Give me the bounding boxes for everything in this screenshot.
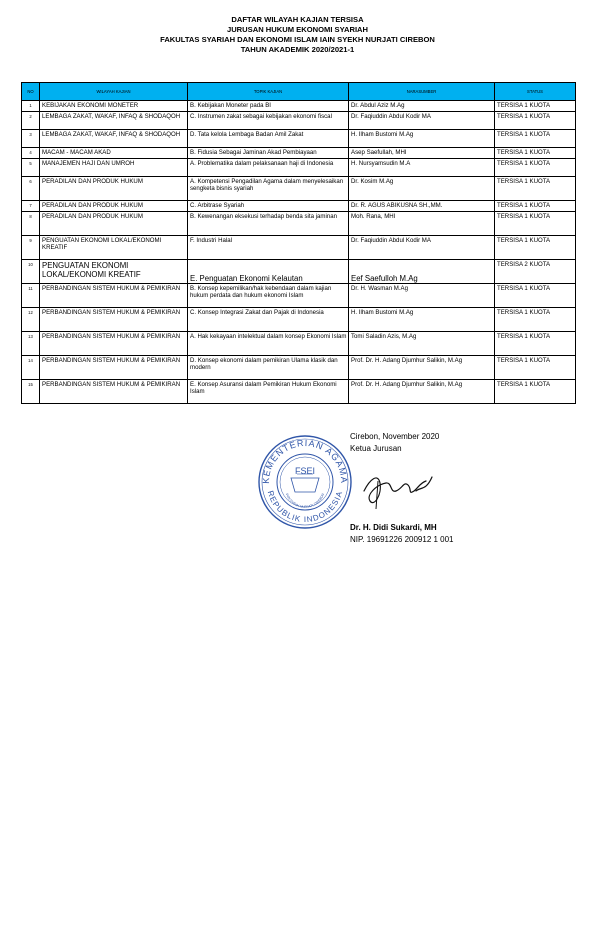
row-wilayah: MACAM - MACAM AKAD — [40, 148, 188, 159]
row-narasumber: H. Nursyamsudin M.A — [349, 159, 495, 177]
row-wilayah: PERBANDINGAN SISTEM HUKUM & PEMIKIRAN — [40, 284, 188, 308]
row-no: 8 — [22, 212, 40, 236]
row-topik: C. Arbitrase Syariah — [188, 201, 349, 212]
document-header — [0, 15, 595, 55]
row-wilayah: PENGUATAN EKONOMI LOKAL/EKONOMI KREATIF — [40, 260, 188, 284]
stamp-center-text: FSEI — [294, 466, 316, 476]
row-narasumber: Dr. R. AGUS ABIKUSNA SH.,MM. — [349, 201, 495, 212]
row-wilayah: PENGUATAN EKONOMI LOKAL/EKONOMI KREATIF — [40, 236, 188, 260]
row-topik: A. Kompetensi Pengadilan Agama dalam menyelesaikan sengketa bisnis syariah — [188, 177, 349, 201]
row-narasumber: Asep Saefullah, MHI — [349, 148, 495, 159]
row-wilayah: PERADILAN DAN PRODUK HUKUM — [40, 177, 188, 201]
table-row — [22, 332, 576, 356]
row-no: 4 — [22, 148, 40, 159]
row-status: TERSISA 1 KUOTA — [495, 380, 576, 404]
table-row — [22, 130, 576, 148]
row-topik: B. Fidusia Sebagai Jaminan Akad Pembiayaan — [188, 148, 349, 159]
signatory-name: Dr. H. Didi Sukardi, MH — [350, 523, 437, 532]
row-topik: B. Kewenangan eksekusi terhadap benda sita jaminan — [188, 212, 349, 236]
row-no: 15 — [22, 380, 40, 404]
stamp-outer-top-text: KEMENTERIAN AGAMA — [260, 437, 350, 485]
row-wilayah: PERADILAN DAN PRODUK HUKUM — [40, 201, 188, 212]
row-narasumber: H. Ilham Bustomi M.Ag — [349, 308, 495, 332]
signature-place-date: Cirebon, November 2020 — [350, 432, 440, 441]
row-no: 14 — [22, 356, 40, 380]
table-row — [22, 356, 576, 380]
signature-role: Ketua Jurusan — [350, 444, 402, 453]
table-row — [22, 159, 576, 177]
header-department: JURUSAN HUKUM EKONOMI SYARIAH — [226, 25, 369, 34]
handwritten-signature — [358, 461, 438, 511]
row-narasumber: Eef Saefulloh M.Ag — [349, 260, 495, 284]
row-status: TERSISA 1 KUOTA — [495, 332, 576, 356]
row-wilayah: PERBANDINGAN SISTEM HUKUM & PEMIKIRAN — [40, 356, 188, 380]
header-faculty: FAKULTAS SYARIAH DAN EKONOMI ISLAM IAIN SYEKH NURJATI CIREBON — [160, 35, 435, 44]
row-topik: E. Konsep Asuransi dalam Pemikiran Hukum Ekonomi Islam — [188, 380, 349, 404]
row-status: TERSISA 2 KUOTA — [495, 260, 576, 284]
signatory-nip: NIP. 19691226 200912 1 001 — [350, 535, 454, 544]
row-narasumber: Dr. Faqiuddin Abdul Kodir MA — [349, 112, 495, 130]
row-status: TERSISA 1 KUOTA — [495, 159, 576, 177]
row-topik: B. Konsep kepemilikan/hak kebendaan dalam kajian hukum perdata dan hukum ekonomi Islam — [188, 284, 349, 308]
svg-text:KEMENTERIAN AGAMA — [261, 438, 349, 484]
row-narasumber: Prof. Dr. H. Adang Djumhur Salikin, M.Ag — [349, 356, 495, 380]
row-status: TERSISA 1 KUOTA — [495, 177, 576, 201]
row-narasumber: Prof. Dr. H. Adang Djumhur Salikin, M.Ag — [349, 380, 495, 404]
row-status: TERSISA 1 KUOTA — [495, 130, 576, 148]
row-topik: B. Kebijakan Moneter pada BI — [188, 101, 349, 112]
row-status: TERSISA 1 KUOTA — [495, 356, 576, 380]
table-row — [22, 284, 576, 308]
row-wilayah: PERADILAN DAN PRODUK HUKUM — [40, 212, 188, 236]
table-row — [22, 201, 576, 212]
row-status: TERSISA 1 KUOTA — [495, 112, 576, 130]
row-narasumber: H. Ilham Bustomi M.Ag — [349, 130, 495, 148]
row-narasumber: Dr. Abdul Aziz M.Ag — [349, 101, 495, 112]
row-topik: D. Tata kelola Lembaga Badan Amil Zakat — [188, 130, 349, 148]
remaining-topics-table — [21, 82, 576, 404]
row-narasumber: Dr. Faqiuddin Abdul Kodir MA — [349, 236, 495, 260]
row-wilayah: PERBANDINGAN SISTEM HUKUM & PEMIKIRAN — [40, 380, 188, 404]
row-wilayah: MANAJEMEN HAJI DAN UMROH — [40, 159, 188, 177]
row-topik: C. Konsep Integrasi Zakat dan Pajak di Indonesia — [188, 308, 349, 332]
official-stamp — [255, 430, 355, 530]
row-topik: D. Konsep ekonomi dalam pemikiran Ulama klasik dan modern — [188, 356, 349, 380]
stamp-outer-bottom-text: REPUBLIK INDONESIA — [265, 489, 345, 525]
row-no: 13 — [22, 332, 40, 356]
row-wilayah: LEMBAGA ZAKAT, WAKAF, INFAQ & SHODAQOH — [40, 130, 188, 148]
table-row — [22, 112, 576, 130]
row-no: 6 — [22, 177, 40, 201]
row-wilayah: PERBANDINGAN SISTEM HUKUM & PEMIKIRAN — [40, 308, 188, 332]
row-topik: F. Industri Halal — [188, 236, 349, 260]
column-header-status: STATUS — [495, 83, 576, 101]
table-row — [22, 101, 576, 112]
row-no: 3 — [22, 130, 40, 148]
stamp-inner-text: IAIN SYEKH NURJATI CIREBON — [284, 492, 326, 510]
row-no: 1 — [22, 101, 40, 112]
table-row — [22, 212, 576, 236]
column-header-no: NO — [22, 83, 40, 101]
row-no: 9 — [22, 236, 40, 260]
column-header-topik: TOPIK KAJIAN — [188, 83, 349, 101]
table-row — [22, 148, 576, 159]
row-status: TERSISA 1 KUOTA — [495, 101, 576, 112]
row-wilayah: KEBIJAKAN EKONOMI MONETER — [40, 101, 188, 112]
header-academic-year: TAHUN AKADEMIK 2020/2021-1 — [240, 45, 355, 54]
table-header-row — [22, 83, 576, 101]
row-wilayah: PERBANDINGAN SISTEM HUKUM & PEMIKIRAN — [40, 332, 188, 356]
row-status: TERSISA 1 KUOTA — [495, 308, 576, 332]
row-status: TERSISA 1 KUOTA — [495, 201, 576, 212]
row-wilayah: LEMBAGA ZAKAT, WAKAF, INFAQ & SHODAQOH — [40, 112, 188, 130]
header-title: DAFTAR WILAYAH KAJIAN TERSISA — [231, 15, 364, 24]
row-no: 7 — [22, 201, 40, 212]
column-header-narasumber: NARASUMBER — [349, 83, 495, 101]
row-narasumber: Moh. Rana, MHI — [349, 212, 495, 236]
row-status: TERSISA 1 KUOTA — [495, 236, 576, 260]
table-row — [22, 308, 576, 332]
table-row — [22, 380, 576, 404]
column-header-wilayah: WILAYAH KAJIAN — [40, 83, 188, 101]
row-status: TERSISA 1 KUOTA — [495, 212, 576, 236]
row-topik: A. Hak kekayaan intelektual dalam konsep Ekonomi Islam — [188, 332, 349, 356]
table-row — [22, 177, 576, 201]
row-no: 5 — [22, 159, 40, 177]
row-no: 10 — [22, 260, 40, 284]
row-no: 2 — [22, 112, 40, 130]
row-status: TERSISA 1 KUOTA — [495, 148, 576, 159]
row-no: 12 — [22, 308, 40, 332]
row-topik: E. Penguatan Ekonomi Kelautan — [188, 260, 349, 284]
row-topik: A. Problematika dalam pelaksanaan haji di Indonesia — [188, 159, 349, 177]
row-topik: C. Instrumen zakat sebagai kebijakan ekonomi fiscal — [188, 112, 349, 130]
row-narasumber: Tomi Saladin Azis, M.Ag — [349, 332, 495, 356]
row-narasumber: Dr. Kosim M.Ag — [349, 177, 495, 201]
row-no: 11 — [22, 284, 40, 308]
row-status: TERSISA 1 KUOTA — [495, 284, 576, 308]
table-row — [22, 236, 576, 260]
table-row — [22, 260, 576, 284]
row-narasumber: Dr. H. Wasman M.Ag — [349, 284, 495, 308]
